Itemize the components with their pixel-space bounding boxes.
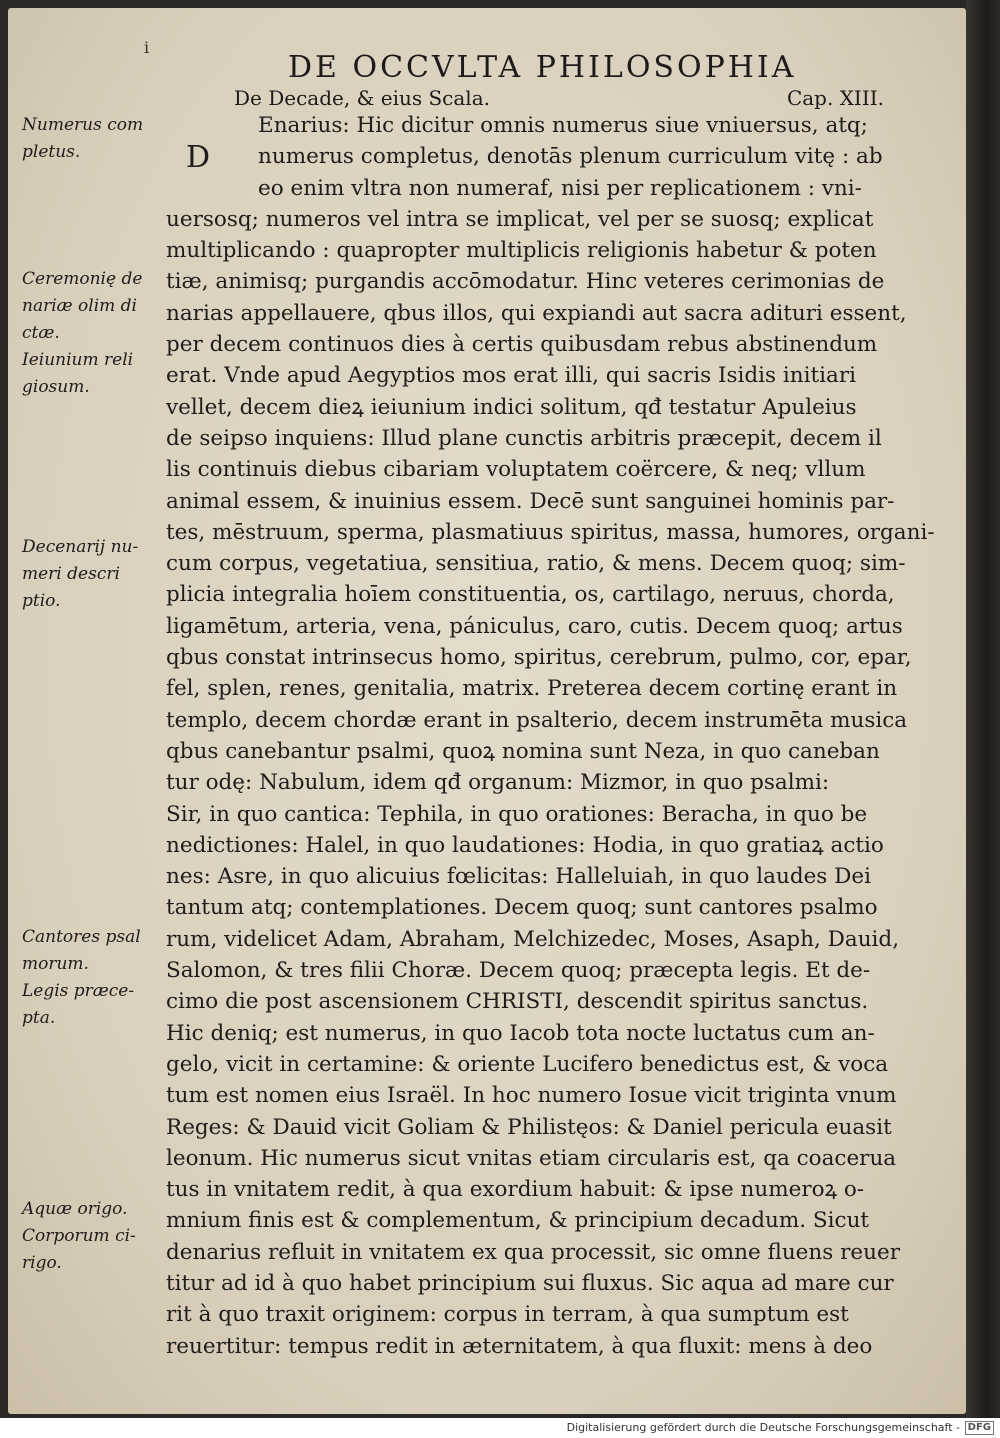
text-line: tes, mēstruum, sperma, plasmatiuus spiritus, massa, humores, organi-: [166, 519, 935, 545]
marginal-line: morum.: [22, 954, 89, 974]
text-line: numerus completus, denotās plenum curriculum vitę : ab: [258, 144, 883, 170]
text-line: narias appellauere, qbus illos, qui expiandi aut sacra adituri essent,: [166, 300, 907, 326]
chapter-number: Cap. XIII.: [786, 86, 884, 110]
marginal-line: giosum.: [22, 377, 90, 397]
text-line: qbus canebantur psalmi, quoꝝ nomina sunt Neza, in quo caneban: [166, 738, 880, 764]
running-header: DE OCCVLTA PHILOSOPHIA: [288, 50, 797, 85]
marginal-line: nariæ olim di: [22, 296, 137, 316]
marginal-line: rigo.: [22, 1253, 62, 1273]
marginal-line: Ieiunium reli: [22, 350, 134, 370]
marginal-note: [22, 534, 162, 615]
drop-cap: D: [186, 140, 211, 175]
marginal-line: Aquæ origo.: [22, 1199, 128, 1219]
marginal-line: meri descri: [22, 564, 120, 584]
text-line: Hic deniq; est numerus, in quo Iacob tota nocte luctatus cum an-: [166, 1020, 875, 1046]
footer-bar: [0, 1418, 1000, 1438]
text-line: cum corpus, vegetatiua, sensitiua, ratio, & mens. Decem quoq; sim-: [166, 551, 906, 577]
text-line: multiplicando : quapropter multiplicis religionis habetur & poten: [166, 238, 877, 264]
text-line: uersosq; numeros vel intra se implicat, vel per se suosq; explicat: [166, 206, 874, 232]
text-line: mnium finis est & complementum, & principium decadum. Sicut: [166, 1208, 870, 1234]
marginal-note: [22, 1196, 162, 1277]
text-line: eo enim vltra non numeraf, nisi per replicationem : vni-: [258, 175, 862, 201]
marginal-line: Decenarij nu-: [22, 537, 139, 557]
marginal-note: [22, 112, 162, 166]
text-line: Enarius: Hic dicitur omnis numerus siue vniuersus, atq;: [258, 113, 868, 138]
marginal-line: ptio.: [22, 591, 61, 611]
marginal-line: Ceremonię de: [22, 269, 143, 289]
text-line: titur ad id à quo habet principium sui fluxus. Sic aqua ad mare cur: [166, 1270, 894, 1296]
text-line: tantum atq; contemplationes. Decem quoq; sunt cantores psalmo: [166, 895, 878, 921]
text-line: fel, splen, renes, genitalia, matrix. Preterea decem cortinę erant in: [166, 676, 898, 702]
text-line: rum, videlicet Adam, Abraham, Melchizedec, Moses, Asaph, Dauid,: [166, 926, 900, 952]
text-line: tiæ, animisq; purgandis accōmodatur. Hinc veteres cerimonias de: [166, 269, 885, 295]
text-line: erat. Vnde apud Aegyptios mos erat illi, qui sacris Isidis initiari: [166, 363, 856, 389]
text-line: ligamētum, arteria, vena, pániculus, caro, cutis. Decem quoq; artus: [166, 613, 903, 639]
text-line: Sir, in quo cantica: Tephila, in quo orationes: Beracha, in quo be: [166, 801, 868, 827]
marginal-note: [22, 266, 162, 401]
text-line: leonum. Hic numerus sicut vnitas etiam circularis est, qa coacerua: [166, 1145, 897, 1171]
text-line: plicia integralia hoīem constituentia, os, cartilago, neruus, chorda,: [166, 582, 895, 608]
text-line: rit à quo traxit originem: corpus in terram, à qua sumptum est: [166, 1302, 849, 1328]
text-line: tus in vnitatem redit, à qua exordium habuit: & ipse numeroꝝ o-: [166, 1177, 865, 1203]
text-line: tur odę: Nabulum, idem qđ organum: Mizmor, in quo psalmi:: [166, 770, 830, 796]
text-line: Reges: & Dauid vicit Goliam & Philistęos: & Daniel pericula euasit: [166, 1114, 892, 1140]
page-mark: i: [144, 38, 150, 57]
marginal-line: pta.: [22, 1008, 56, 1028]
body-text: [166, 110, 946, 1362]
text-line: denarius refluit in vnitatem ex qua processit, sic omne fluens reuer: [166, 1239, 900, 1265]
marginal-line: pletus.: [22, 142, 81, 162]
text-line: Salomon, & tres filii Choræ. Decem quoq; præcepta legis. Et de-: [166, 958, 871, 984]
text-line: lis continuis diebus cibariam voluptatem coërcere, & neq; vllum: [166, 457, 866, 483]
marginal-note: [22, 924, 162, 1032]
text-line: animal essem, & inuinius essem. Decē sunt sanguinei hominis par-: [166, 488, 895, 514]
text-line: de seipso inquiens: Illud plane cunctis arbitris præcepit, decem il: [166, 425, 882, 451]
text-line: reuertitur: tempus redit in æternitatem, à qua fluxit: mens à deo: [166, 1333, 873, 1359]
text-line: tum est nomen eius Israël. In hoc numero Iosue vicit triginta vnum: [166, 1083, 897, 1109]
book-spine: [966, 0, 1000, 1418]
text-line: vellet, decem dieꝝ ieiunium indici solitum, qđ testatur Apuleius: [166, 394, 857, 420]
marginal-line: Legis præce-: [22, 981, 135, 1001]
footer-credit: Digitalisierung gefördert durch die Deutsche Forschungsgemeinschaft -: [566, 1421, 960, 1434]
text-line: per decem continuos dies à certis quibusdam rebus abstinendum: [166, 332, 878, 358]
marginal-line: Cantores psal: [22, 927, 141, 947]
text-line: nes: Asre, in quo alicuius fœlicitas: Halleluiah, in quo laudes Dei: [166, 864, 872, 890]
text-line: templo, decem chordæ erant in psalterio, decem instrumēta musica: [166, 707, 908, 733]
text-line: cimo die post ascensionem CHRISTI, descendit spiritus sanctus.: [166, 989, 869, 1015]
dfg-logo: DFG: [965, 1421, 994, 1435]
text-line: nedictiones: Halel, in quo laudationes: Hodia, in quo gratiaꝝ actio: [166, 832, 884, 858]
text-line: qbus constat intrinsecus homo, spiritus, cerebrum, pulmo, cor, epar,: [166, 645, 912, 671]
chapter-title: De Decade, & eius Scala.: [234, 86, 490, 110]
marginal-line: Corporum ci-: [22, 1226, 136, 1246]
marginal-line: Numerus com: [22, 115, 144, 135]
marginal-line: ctæ.: [22, 323, 60, 343]
text-line: gelo, vicit in certamine: & oriente Lucifero benedictus est, & voca: [166, 1051, 889, 1077]
